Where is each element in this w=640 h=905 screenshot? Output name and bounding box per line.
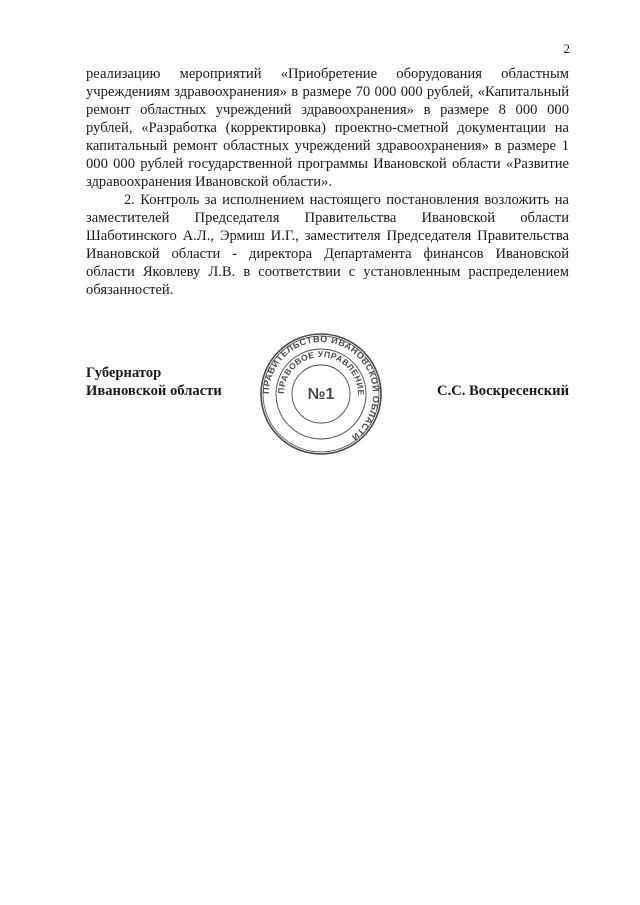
paragraph-continuation: реализацию мероприятий «Приобретение оборудования областным учреждениям здравоохранения» в размере 70 000 000 рублей, «Капитальный ремонт областных учреждений здравоохранения» в размере 8 000 000 рублей, «Разработка (корректировка) проектно-сметной документации на капитальный ремонт областных учреждений здравоохранения» в размере 1 000 000 рублей государственной программы Ивановской области «Развитие здравоохранения Ивановской области». <box>86 66 569 190</box>
signatory-name: С.С. Воскресенский <box>437 383 569 399</box>
signature-block <box>86 333 569 460</box>
document-body <box>86 65 569 299</box>
seal-center-number: №1 <box>307 386 335 403</box>
seal-outer-text: ПРАВИТЕЛЬСТВО ИВАНОВСКОЙ ОБЛАСТИ <box>260 333 382 443</box>
signatory-title <box>86 364 222 400</box>
page-number: 2 <box>563 41 570 56</box>
seal-inner-text: ПРАВОВОЕ УПРАВЛЕНИЕ <box>275 348 367 396</box>
signatory-title-line-2: Ивановской области <box>86 383 222 399</box>
official-seal-stamp <box>259 332 383 456</box>
paragraph-2: 2. Контроль за исполнением настоящего постановления возложить на заместителей Председателя Правительства Ивановской области Шаботинского А.Л., Эрмиш И.Г., заместителя Председателя Правительства Ивановской области - директора Департамента финансов Ивановской области Яковлеву Л.В. в соответствии с установленным распределением обязанностей. <box>86 192 569 298</box>
signatory-title-line-1: Губернатор <box>86 365 162 381</box>
